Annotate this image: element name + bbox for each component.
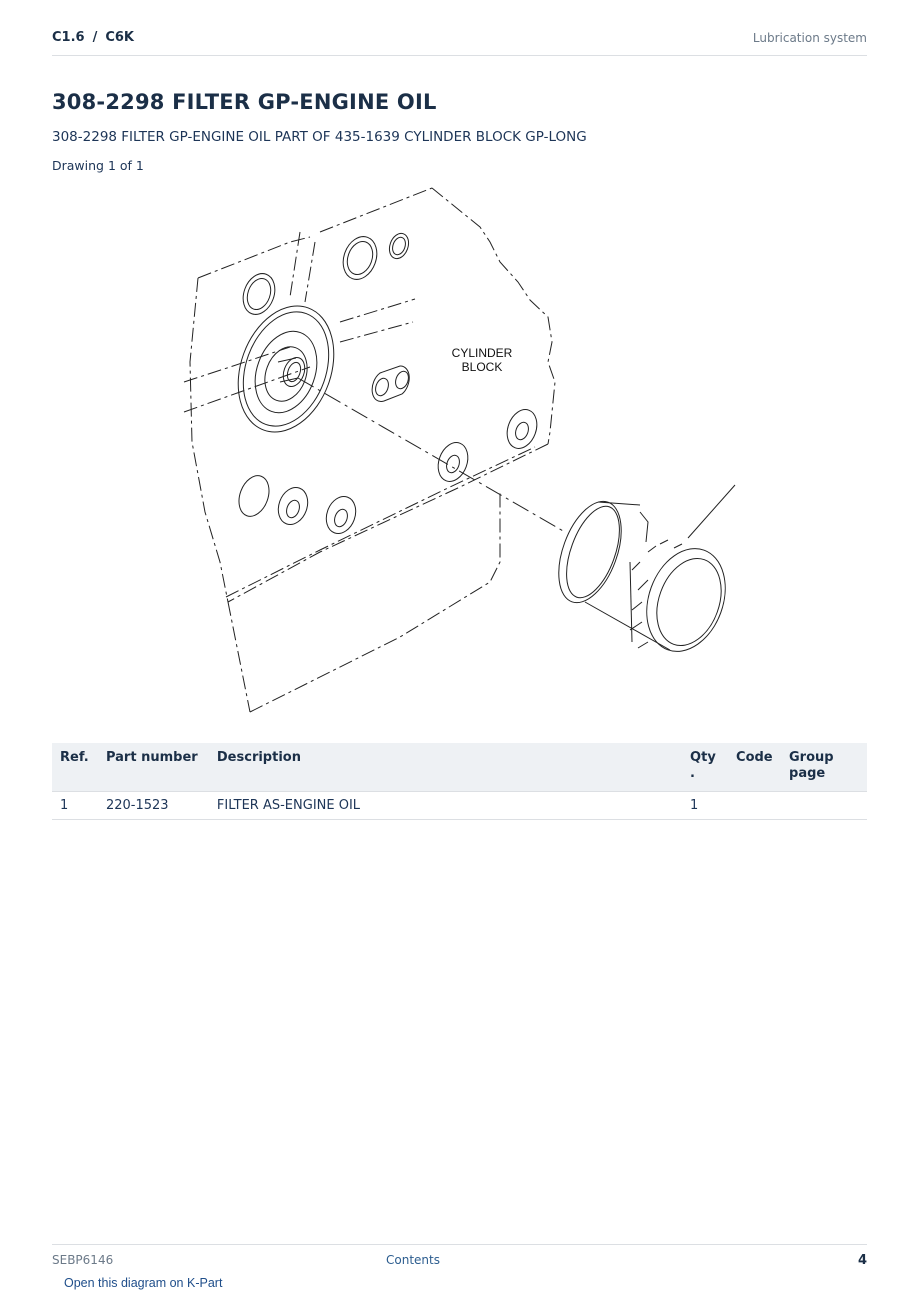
cell-qty: 1 (682, 792, 728, 820)
contents-link[interactable]: Contents (386, 1253, 440, 1267)
table-row (52, 792, 867, 820)
cylinder-block-label (450, 346, 514, 374)
parts-diagram (170, 182, 750, 722)
cylinder-block-label-line2: BLOCK (461, 360, 503, 374)
header-qty-line2: . (690, 766, 695, 781)
cell-code (728, 792, 781, 820)
cell-part-number[interactable]: 220-1523 (98, 792, 209, 820)
drawing-count: Drawing 1 of 1 (52, 158, 144, 173)
cell-group-page (781, 792, 867, 820)
page-subtitle: 308-2298 FILTER GP-ENGINE OIL PART OF 435-1639 CYLINDER BLOCK GP-LONG (52, 129, 587, 145)
header-description: Description (216, 750, 301, 765)
cylinder-block-label-line1: CYLINDER (451, 346, 513, 360)
document-id: SEBP6146 (52, 1253, 114, 1267)
open-in-kpart-link[interactable]: Open this diagram on K-Part (64, 1276, 223, 1290)
oil-filter-part (547, 493, 739, 662)
page-number: 4 (857, 1253, 867, 1268)
parts-table (52, 743, 867, 820)
variant-label: C6K (105, 30, 134, 45)
page-title: 308-2298 FILTER GP-ENGINE OIL (52, 90, 437, 114)
model-label: C1.6 (52, 30, 85, 45)
page-header (52, 28, 867, 56)
header-ref: Ref. (60, 750, 89, 765)
ref-leader-line (688, 485, 735, 538)
cell-description: FILTER AS-ENGINE OIL (209, 792, 682, 820)
parts-table-header (52, 743, 867, 792)
filter-mount-face (221, 293, 350, 446)
header-part-number: Part number (105, 750, 198, 765)
header-code: Code (736, 750, 773, 765)
header-group-page (781, 743, 867, 792)
header-group-line2: page (789, 766, 826, 781)
header-qty (682, 743, 728, 792)
page-footer (52, 1244, 867, 1275)
breadcrumb (52, 30, 134, 45)
breadcrumb-separator: / (92, 30, 98, 45)
section-title: Lubrication system (752, 31, 867, 45)
cell-ref: 1 (52, 792, 98, 820)
header-qty-line1: Qty (690, 750, 716, 765)
header-group-line1: Group (789, 750, 834, 765)
oil-filter-exploded-drawing (170, 182, 750, 722)
